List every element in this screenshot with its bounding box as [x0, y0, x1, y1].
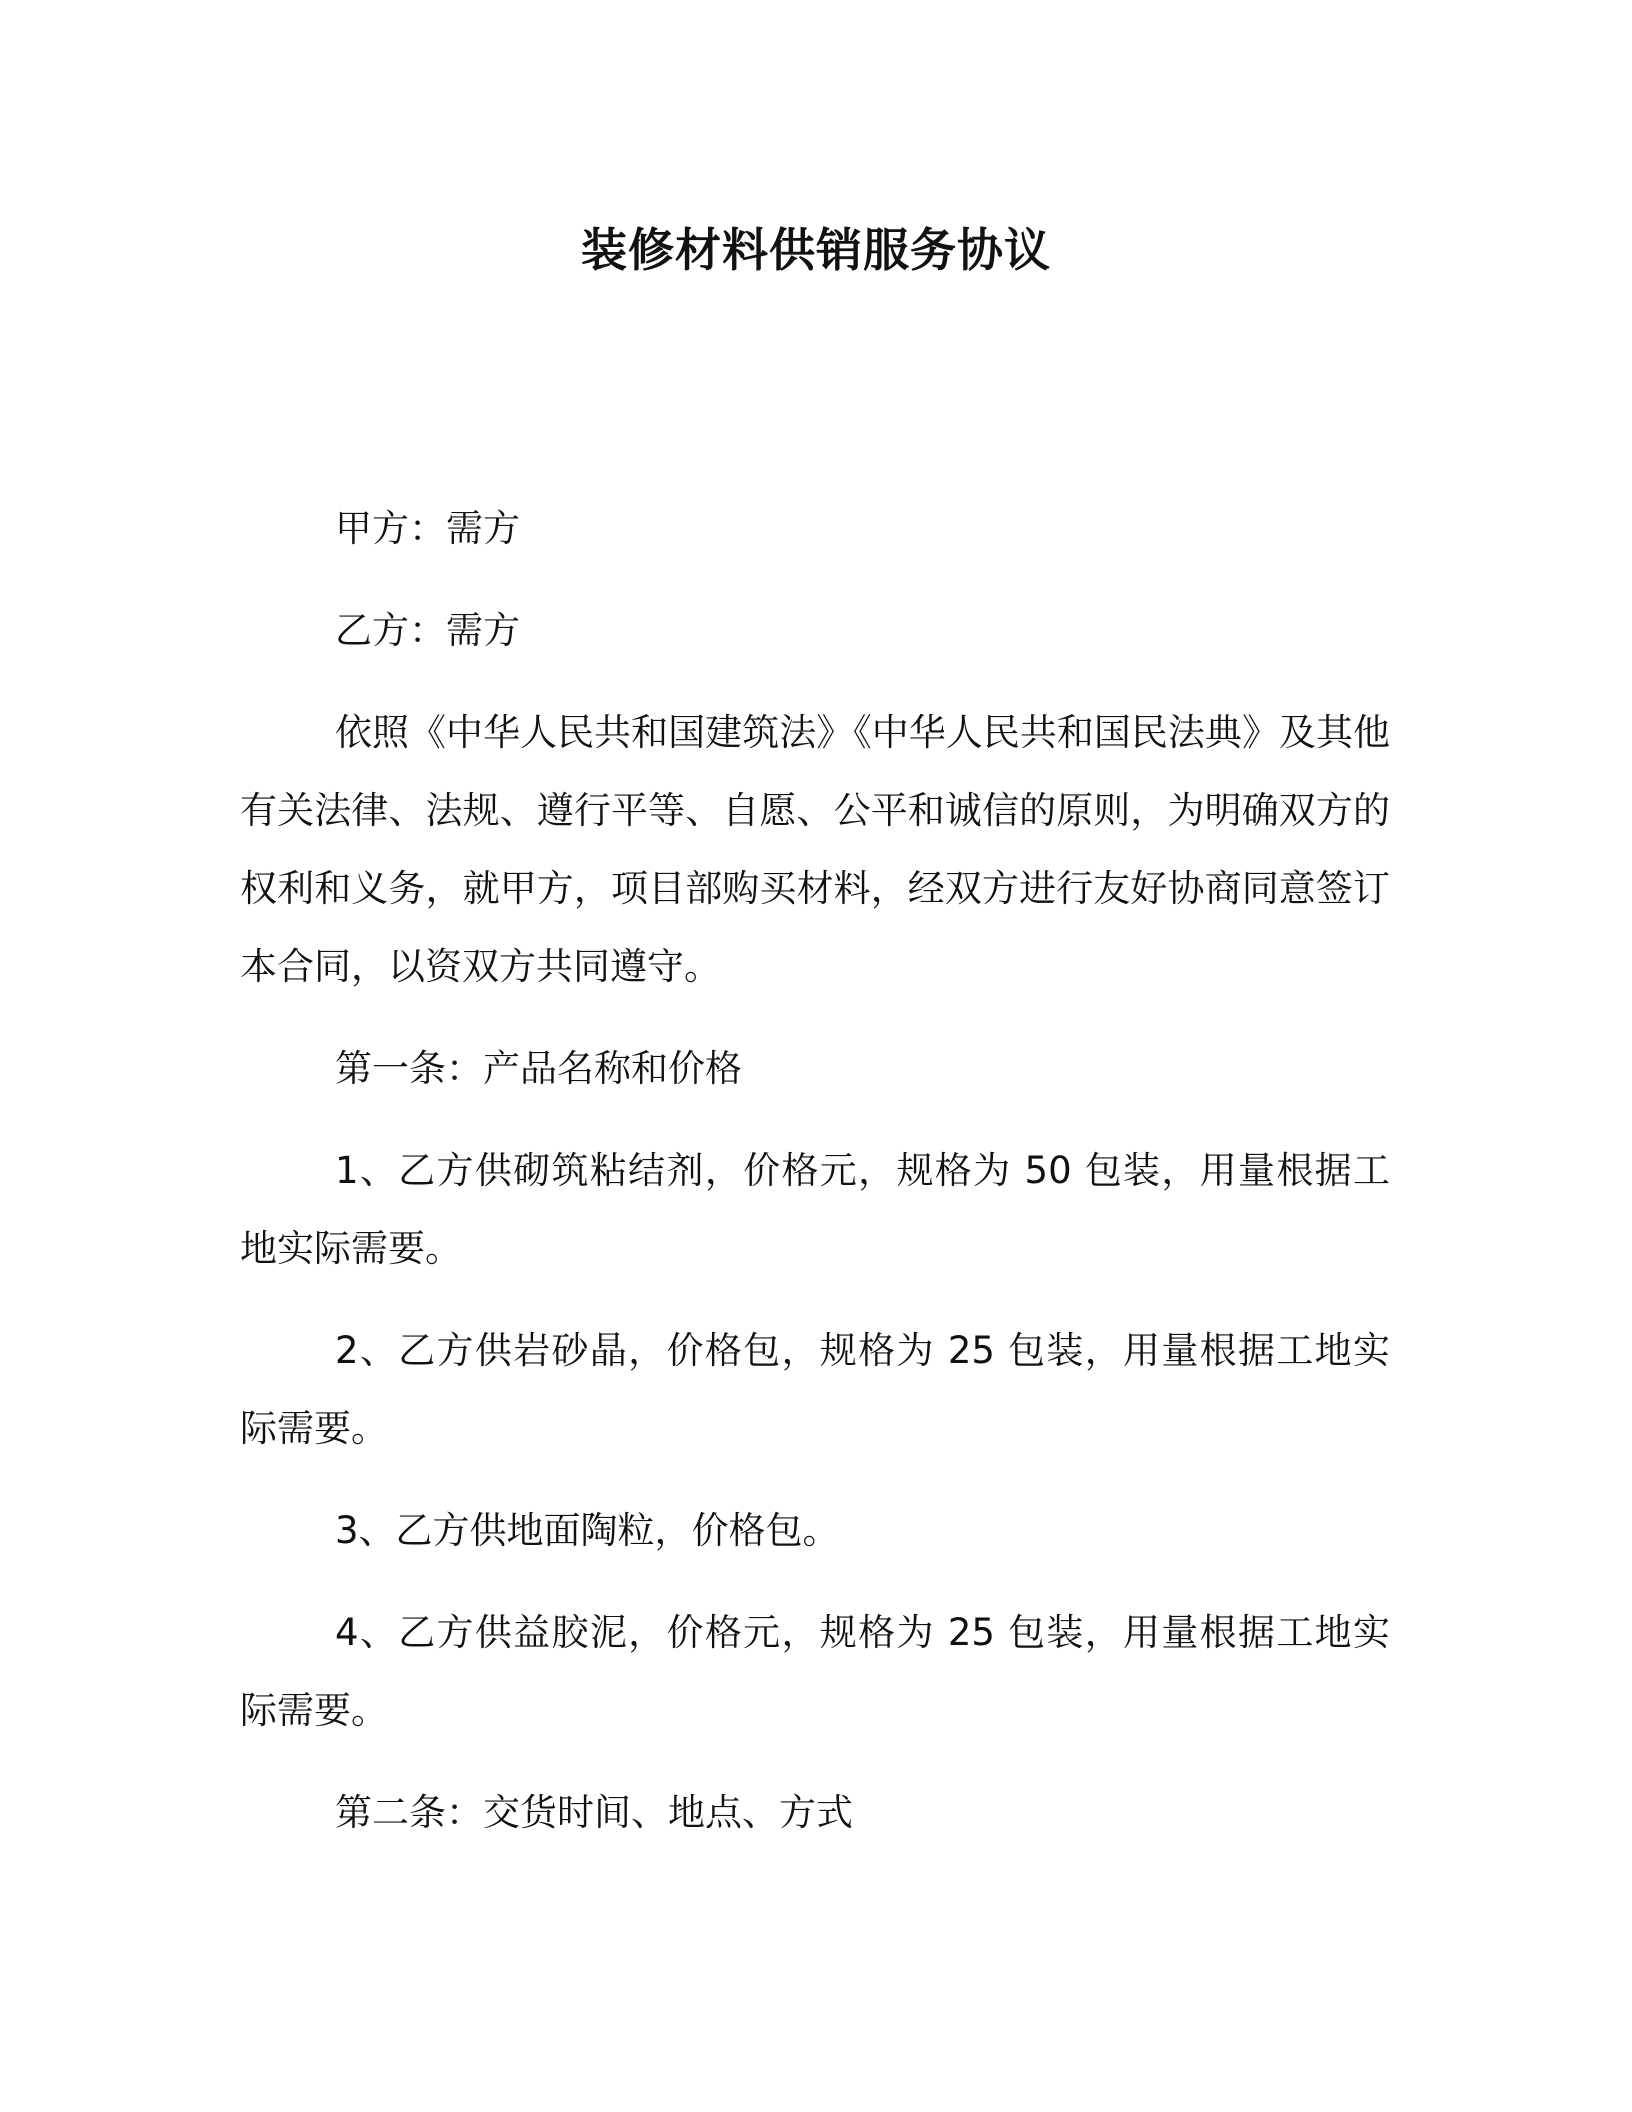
- article-1-heading: 第一条：产品名称和价格: [335, 1047, 742, 1090]
- document-title: 装修材料供销服务协议: [581, 223, 1051, 277]
- party-a-line: 甲方：需方: [335, 507, 520, 550]
- preamble-paragraph: 依照《中华人民共和国建筑法》《中华人民共和国民法典》及其他有关法律、法规、遵行平等、自愿、公平和诚信的原则，为明确双方的权利和义务，就甲方，项目部购买材料，经双方进行友好协商同意签订本合同，以资双方共同遵守。: [240, 711, 1390, 988]
- article-1-item-1: 1、乙方供砌筑粘结剂，价格元，规格为 50 包装，用量根据工地实际需要。: [240, 1149, 1390, 1270]
- article-1-item-4: 4、乙方供益胶泥，价格元，规格为 25 包装，用量根据工地实际需要。: [240, 1611, 1390, 1732]
- article-1-item-3: 3、乙方供地面陶粒，价格包。: [335, 1509, 840, 1552]
- article-1-item-2: 2、乙方供岩砂晶，价格包，规格为 25 包装，用量根据工地实际需要。: [240, 1329, 1390, 1450]
- party-b-line: 乙方：需方: [335, 609, 520, 652]
- document-body: [240, 490, 1390, 1876]
- article-2-heading: 第二条：交货时间、地点、方式: [335, 1791, 853, 1834]
